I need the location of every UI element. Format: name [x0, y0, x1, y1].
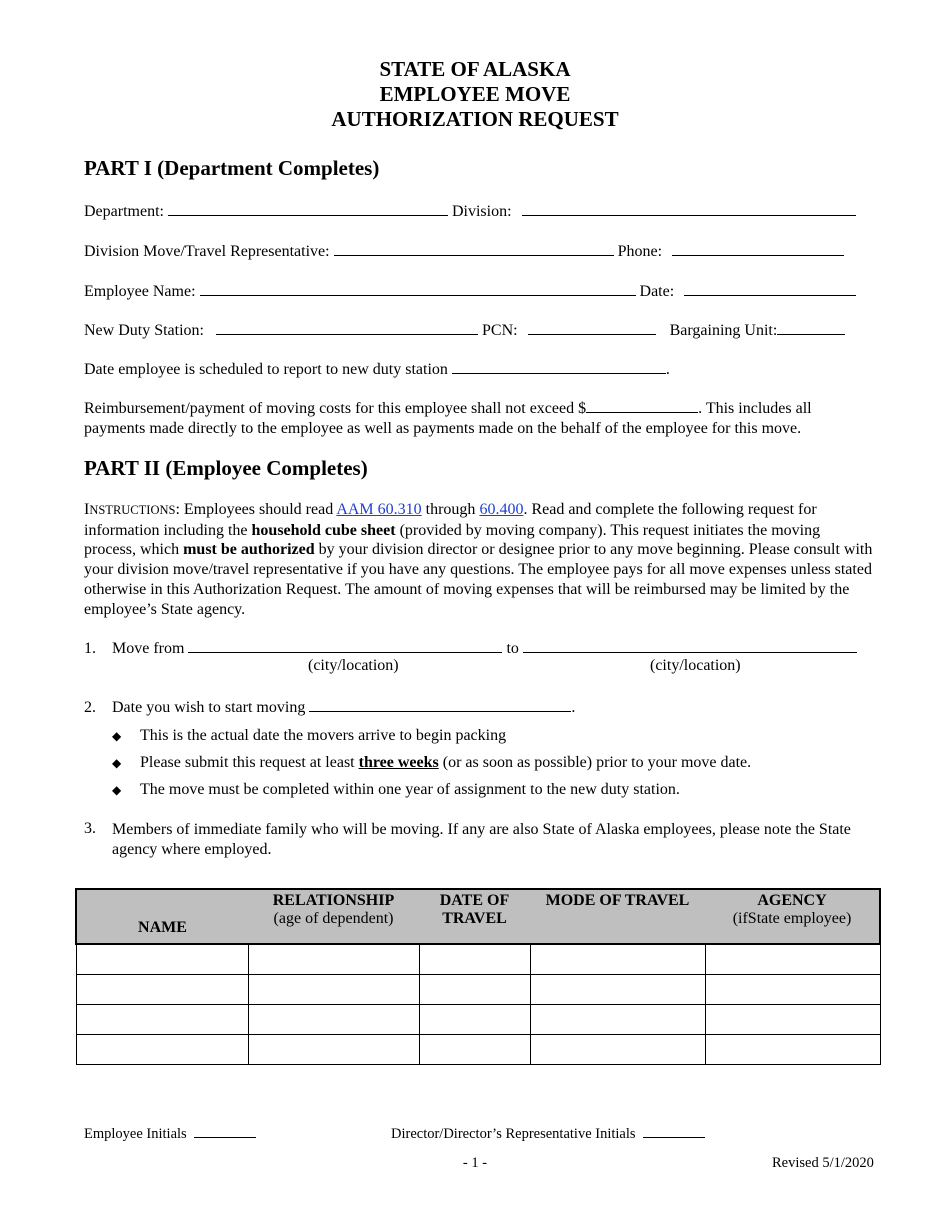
title-line-3: AUTHORIZATION REQUEST: [331, 107, 619, 131]
director-initials-label: Director/Director’s Representative Initials: [391, 1126, 636, 1142]
table-row: [76, 975, 880, 1005]
report-date-row: Date employee is scheduled to report to new duty station .: [84, 358, 670, 379]
table-cell[interactable]: [530, 944, 705, 975]
part2-heading: PART II (Employee Completes): [84, 456, 368, 480]
reimbursement-text-end: . This includes all payments made directly to the employee as well as payments made on the behalf of the employee for this move.: [84, 400, 812, 437]
table-cell[interactable]: [705, 1005, 880, 1035]
department-label: Department:: [84, 203, 164, 220]
representative-row: [84, 240, 844, 261]
cube-sheet-emphasis: household cube sheet: [251, 521, 396, 539]
from-caption: (city/location): [308, 657, 399, 674]
title-line-1: STATE OF ALASKA: [379, 57, 571, 81]
representative-field[interactable]: [334, 240, 614, 256]
table-row: [76, 1035, 880, 1065]
agency-column-header: AGENCY (ifState employee): [705, 889, 880, 944]
table-cell[interactable]: [248, 1035, 419, 1065]
bargaining-unit-label: Bargaining Unit:: [669, 322, 778, 339]
employee-initials-field[interactable]: [194, 1124, 256, 1138]
item1-number: 1.: [84, 640, 96, 657]
instructions-paragraph: [84, 500, 874, 619]
report-date-label: Date employee is scheduled to report to new duty station: [84, 361, 448, 378]
form-title: [0, 57, 950, 132]
start-date-field[interactable]: [309, 696, 571, 712]
item3-text: Members of immediate family who will be moving. If any are also State of Alaska employees, please note the State agency where employed.: [112, 821, 851, 858]
title-line-2: EMPLOYEE MOVE: [379, 82, 571, 106]
representative-label: Division Move/Travel Representative:: [84, 243, 330, 260]
table-cell[interactable]: [419, 944, 530, 975]
start-date-label: Date you wish to start moving: [112, 699, 306, 716]
item3-number: 3.: [84, 820, 96, 837]
mode-of-travel-column-header: MODE OF TRAVEL: [530, 889, 705, 944]
employee-name-label: Employee Name:: [84, 283, 196, 300]
part1-heading: PART I (Department Completes): [84, 156, 380, 180]
table-header-row: [76, 889, 880, 944]
report-date-field[interactable]: [452, 358, 666, 374]
table-cell[interactable]: [705, 1035, 880, 1065]
three-weeks-emphasis: three weeks: [358, 754, 439, 771]
to-caption: (city/location): [650, 657, 741, 674]
aam-60-310-link[interactable]: AAM 60.310: [336, 501, 422, 518]
division-label: Division:: [451, 203, 512, 220]
item2-number: 2.: [84, 699, 96, 716]
employee-initials-row: [84, 1124, 256, 1143]
instructions-text: by your division director or designee prior to any move beginning. Please consult with your division move/travel representative if you have any questions. The employee pays for all move expenses unless stated otherwise in this Authorization Request. The amount of moving expenses that will be reimbursed may be limited by the employee’s State agency.: [84, 541, 873, 618]
department-row: [84, 200, 856, 221]
table-cell[interactable]: [419, 1005, 530, 1035]
table-cell[interactable]: [76, 944, 248, 975]
reimbursement-text-start: Reimbursement/payment of moving costs for this employee shall not exceed $: [84, 400, 587, 417]
diamond-icon: ◆: [112, 756, 122, 770]
employee-name-row: [84, 280, 856, 301]
pcn-field[interactable]: [528, 319, 656, 335]
table-cell[interactable]: [248, 1005, 419, 1035]
duty-station-field[interactable]: [216, 319, 478, 335]
table-cell[interactable]: [248, 975, 419, 1005]
bullet-item: ◆ Please submit this request at least three weeks (or as soon as possible) prior to your move date.: [112, 754, 752, 771]
department-field[interactable]: [168, 200, 448, 216]
name-column-header: NAME: [76, 889, 248, 944]
date-of-travel-column-header: DATE OF TRAVEL: [419, 889, 530, 944]
move-to-field[interactable]: [523, 637, 857, 653]
bullet-item: ◆ This is the actual date the movers arrive to begin packing: [112, 727, 507, 744]
table-cell[interactable]: [76, 1005, 248, 1035]
page-number: - 1 -: [462, 1155, 488, 1171]
employee-name-field[interactable]: [200, 280, 636, 296]
table-cell[interactable]: [530, 975, 705, 1005]
instructions-text: (provided by moving company). This request initiates the moving process, which: [84, 521, 821, 559]
director-initials-row: [391, 1124, 705, 1143]
move-from-field[interactable]: [188, 637, 502, 653]
revision-date: Revised 5/1/2020: [772, 1155, 874, 1171]
table-cell[interactable]: [76, 1035, 248, 1065]
table-cell[interactable]: [705, 944, 880, 975]
relationship-column-header: RELATIONSHIP (age of dependent): [248, 889, 419, 944]
duty-station-row: [84, 319, 845, 340]
bargaining-unit-field[interactable]: [777, 319, 845, 335]
diamond-icon: ◆: [112, 729, 122, 743]
table-cell[interactable]: [419, 975, 530, 1005]
instructions-text: . Read and complete the following request for information including the: [84, 501, 817, 539]
instructions-text: : Employees should read: [175, 501, 337, 518]
employee-initials-label: Employee Initials: [84, 1126, 187, 1142]
table-row: [76, 944, 880, 975]
table-cell[interactable]: [248, 944, 419, 975]
date-field[interactable]: [684, 280, 856, 296]
duty-station-label: New Duty Station:: [84, 322, 204, 339]
table-cell[interactable]: [419, 1035, 530, 1065]
move-from-label: Move from: [112, 640, 185, 657]
table-cell[interactable]: [76, 975, 248, 1005]
phone-field[interactable]: [672, 240, 844, 256]
authorized-emphasis: must be authorized: [183, 541, 315, 559]
diamond-icon: ◆: [112, 783, 122, 797]
aam-60-400-link[interactable]: 60.400: [479, 501, 524, 518]
director-initials-field[interactable]: [643, 1124, 705, 1138]
table-cell[interactable]: [705, 975, 880, 1005]
family-members-table: [75, 888, 881, 1065]
item1-row: [84, 637, 857, 658]
reimbursement-amount-field[interactable]: [586, 397, 698, 413]
item2-row: 2. Date you wish to start moving .: [84, 696, 575, 717]
table-row: [76, 1005, 880, 1035]
phone-label: Phone:: [617, 243, 663, 260]
pcn-label: PCN:: [482, 322, 518, 339]
division-field[interactable]: [522, 200, 856, 216]
move-to-label: to: [506, 640, 519, 657]
date-label: Date:: [639, 283, 675, 300]
reimbursement-paragraph: [84, 397, 874, 438]
instructions-text: through: [421, 501, 480, 518]
instructions-label: INSTRUCTIONS: [84, 501, 176, 518]
bullet-item: ◆ The move must be completed within one year of assignment to the new duty station.: [112, 781, 680, 798]
table-cell[interactable]: [530, 1005, 705, 1035]
table-cell[interactable]: [530, 1035, 705, 1065]
